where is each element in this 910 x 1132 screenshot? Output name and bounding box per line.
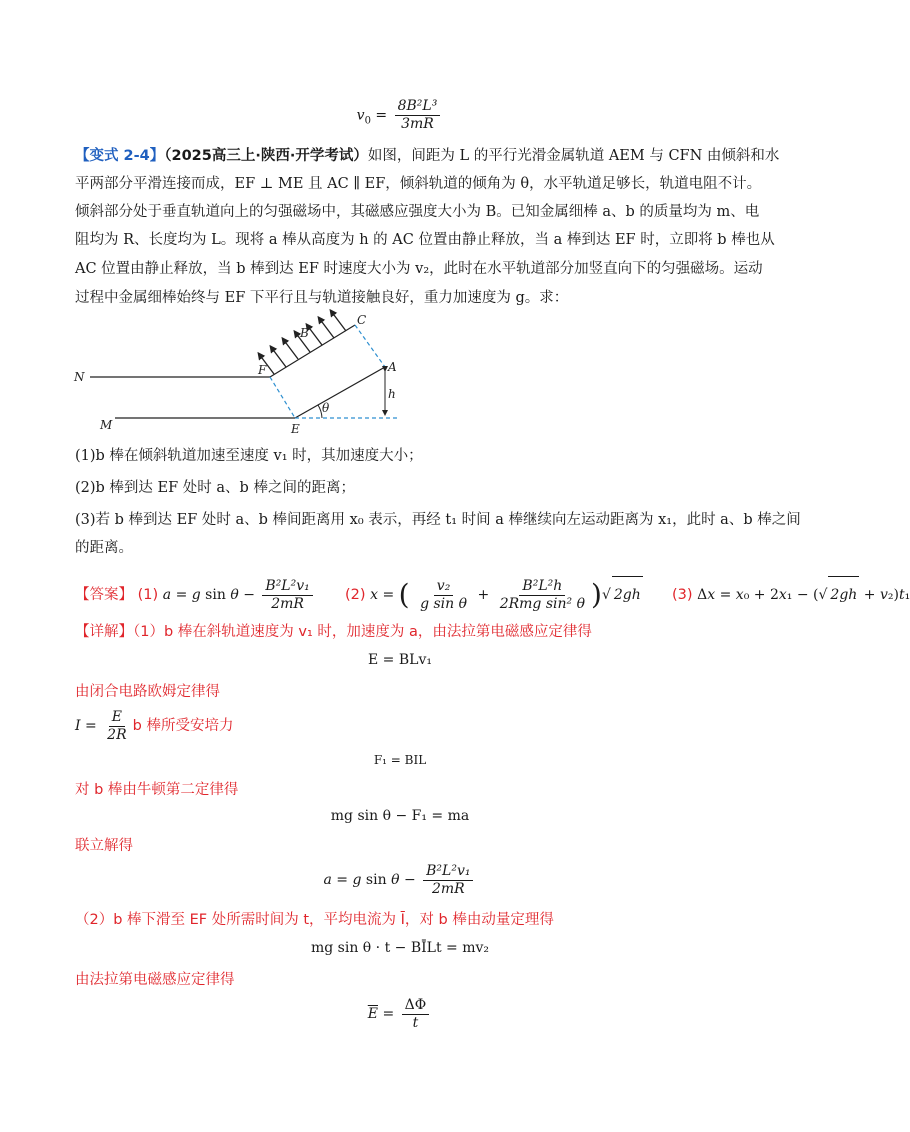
detail-line-3: I = $\frac{E}{2R}$ b 棒所受安培力 bbox=[75, 708, 234, 743]
label-A: A bbox=[388, 360, 397, 374]
problem-source: （2025高三上·陕西·开学考试） bbox=[164, 148, 368, 164]
detail-line-2: 由闭合电路欧姆定律得 bbox=[75, 684, 220, 700]
problem-line-2: 平两部分平滑连接而成，EF ⊥ ME 且 AC ∥ EF，倾斜轨道的倾角为 θ，水平轨道足够长，轨道电阻不计。 bbox=[75, 176, 762, 192]
answer-line: 【答案】 (1) a = g sin θ − $\frac{\text{B²L²v₁}}{2mR}$ (2) x = ( $\frac{\text{v₂}}{\text{g sin θ}}$ + $\frac{\text{B²L²h}}{\text{2Rmg sin² θ}}$ )√ 2gh (3) Δx = x₀ + 2x₁ − (√ 2gh + v₂)t₁ bbox=[75, 577, 910, 612]
question-1: (1)b 棒在倾斜轨道加速至速度 v₁ 时，其加速度大小； bbox=[75, 448, 423, 464]
question-3-line-2: 的距离。 bbox=[75, 540, 133, 556]
detail-line-1: 【详解】（1）b 棒在斜轨道速度为 v₁ 时，加速度为 a，由法拉第电磁感应定律得 bbox=[75, 624, 592, 640]
problem-line-3: 倾斜部分处于垂直轨道向上的匀强磁场中，其磁感应强度大小为 B。已知金属细棒 a、b 的质量均为 m、电 bbox=[75, 204, 760, 220]
rail-EA bbox=[295, 367, 385, 418]
equation-1: E = BLv₁ bbox=[368, 652, 432, 668]
detail-line-7: 由法拉第电磁感应定律得 bbox=[75, 972, 235, 988]
label-C: C bbox=[357, 313, 367, 327]
problem-line-1: 【变式 2-4】（2025高三上·陕西·开学考试）如图，间距为 L 的平行光滑金属轨道 AEM 与 CFN 由倾斜和水 bbox=[75, 148, 780, 164]
equation-7: $\overline{E}$ = $\frac{\Delta\Phi}{t}$ bbox=[0, 996, 800, 1032]
problem-line-6: 过程中金属细棒始终与 EF 下平行且与轨道接触良好，重力加速度为 g。求： bbox=[75, 290, 569, 306]
problem-line-5: AC 位置由静止释放，当 b 棒到达 EF 时速度大小为 v₂，此时在水平轨道部分加竖直向下的匀强磁场。运动 bbox=[75, 261, 763, 277]
problem-line-4: 阻均为 R、长度均为 L。现将 a 棒从高度为 h 的 AC 位置由静止释放，当 a 棒到达 EF 时，立即将 b 棒也从 bbox=[75, 232, 775, 248]
equation-4: mg sin θ − F₁ = ma bbox=[330, 808, 470, 824]
label-h: h bbox=[388, 387, 396, 401]
equation-3: F₁ = BIL bbox=[373, 753, 427, 767]
detail-line-5: 联立解得 bbox=[75, 838, 133, 854]
label-N: N bbox=[74, 370, 85, 384]
top-formula: $v_0$ = $\frac{\text{8B²L³}}{3mR}$ bbox=[0, 98, 800, 133]
answer-tag: 【答案】 bbox=[75, 587, 133, 603]
question-2: (2)b 棒到达 EF 处时 a、b 棒之间的距离； bbox=[75, 480, 355, 496]
label-B: B bbox=[300, 326, 309, 340]
label-M: M bbox=[100, 418, 113, 432]
detail-line-4: 对 b 棒由牛顿第二定律得 bbox=[75, 782, 239, 798]
detail-line-6: （2）b 棒下滑至 EF 处所需时间为 t，平均电流为 Ī，对 b 棒由动量定理得 bbox=[75, 912, 554, 928]
detail-tag: 【详解】 bbox=[75, 624, 133, 640]
equation-5: a = g sin θ − $\frac{\text{B²L²v₁}}{2mR}$ bbox=[0, 862, 800, 898]
label-F: F bbox=[258, 363, 267, 377]
equation-6: mg sin θ · t − BĪLt = mv₂ bbox=[310, 940, 490, 956]
problem-tag: 【变式 2-4】 bbox=[75, 148, 165, 164]
label-E: E bbox=[291, 422, 300, 436]
label-theta: θ bbox=[322, 401, 330, 415]
question-3-line-1: (3)若 b 棒到达 EF 处时 a、b 棒间距离用 x₀ 表示，再经 t₁ 时间 a 棒继续向左运动距离为 x₁，此时 a、b 棒之间 bbox=[75, 512, 801, 528]
rail-figure bbox=[60, 310, 480, 440]
